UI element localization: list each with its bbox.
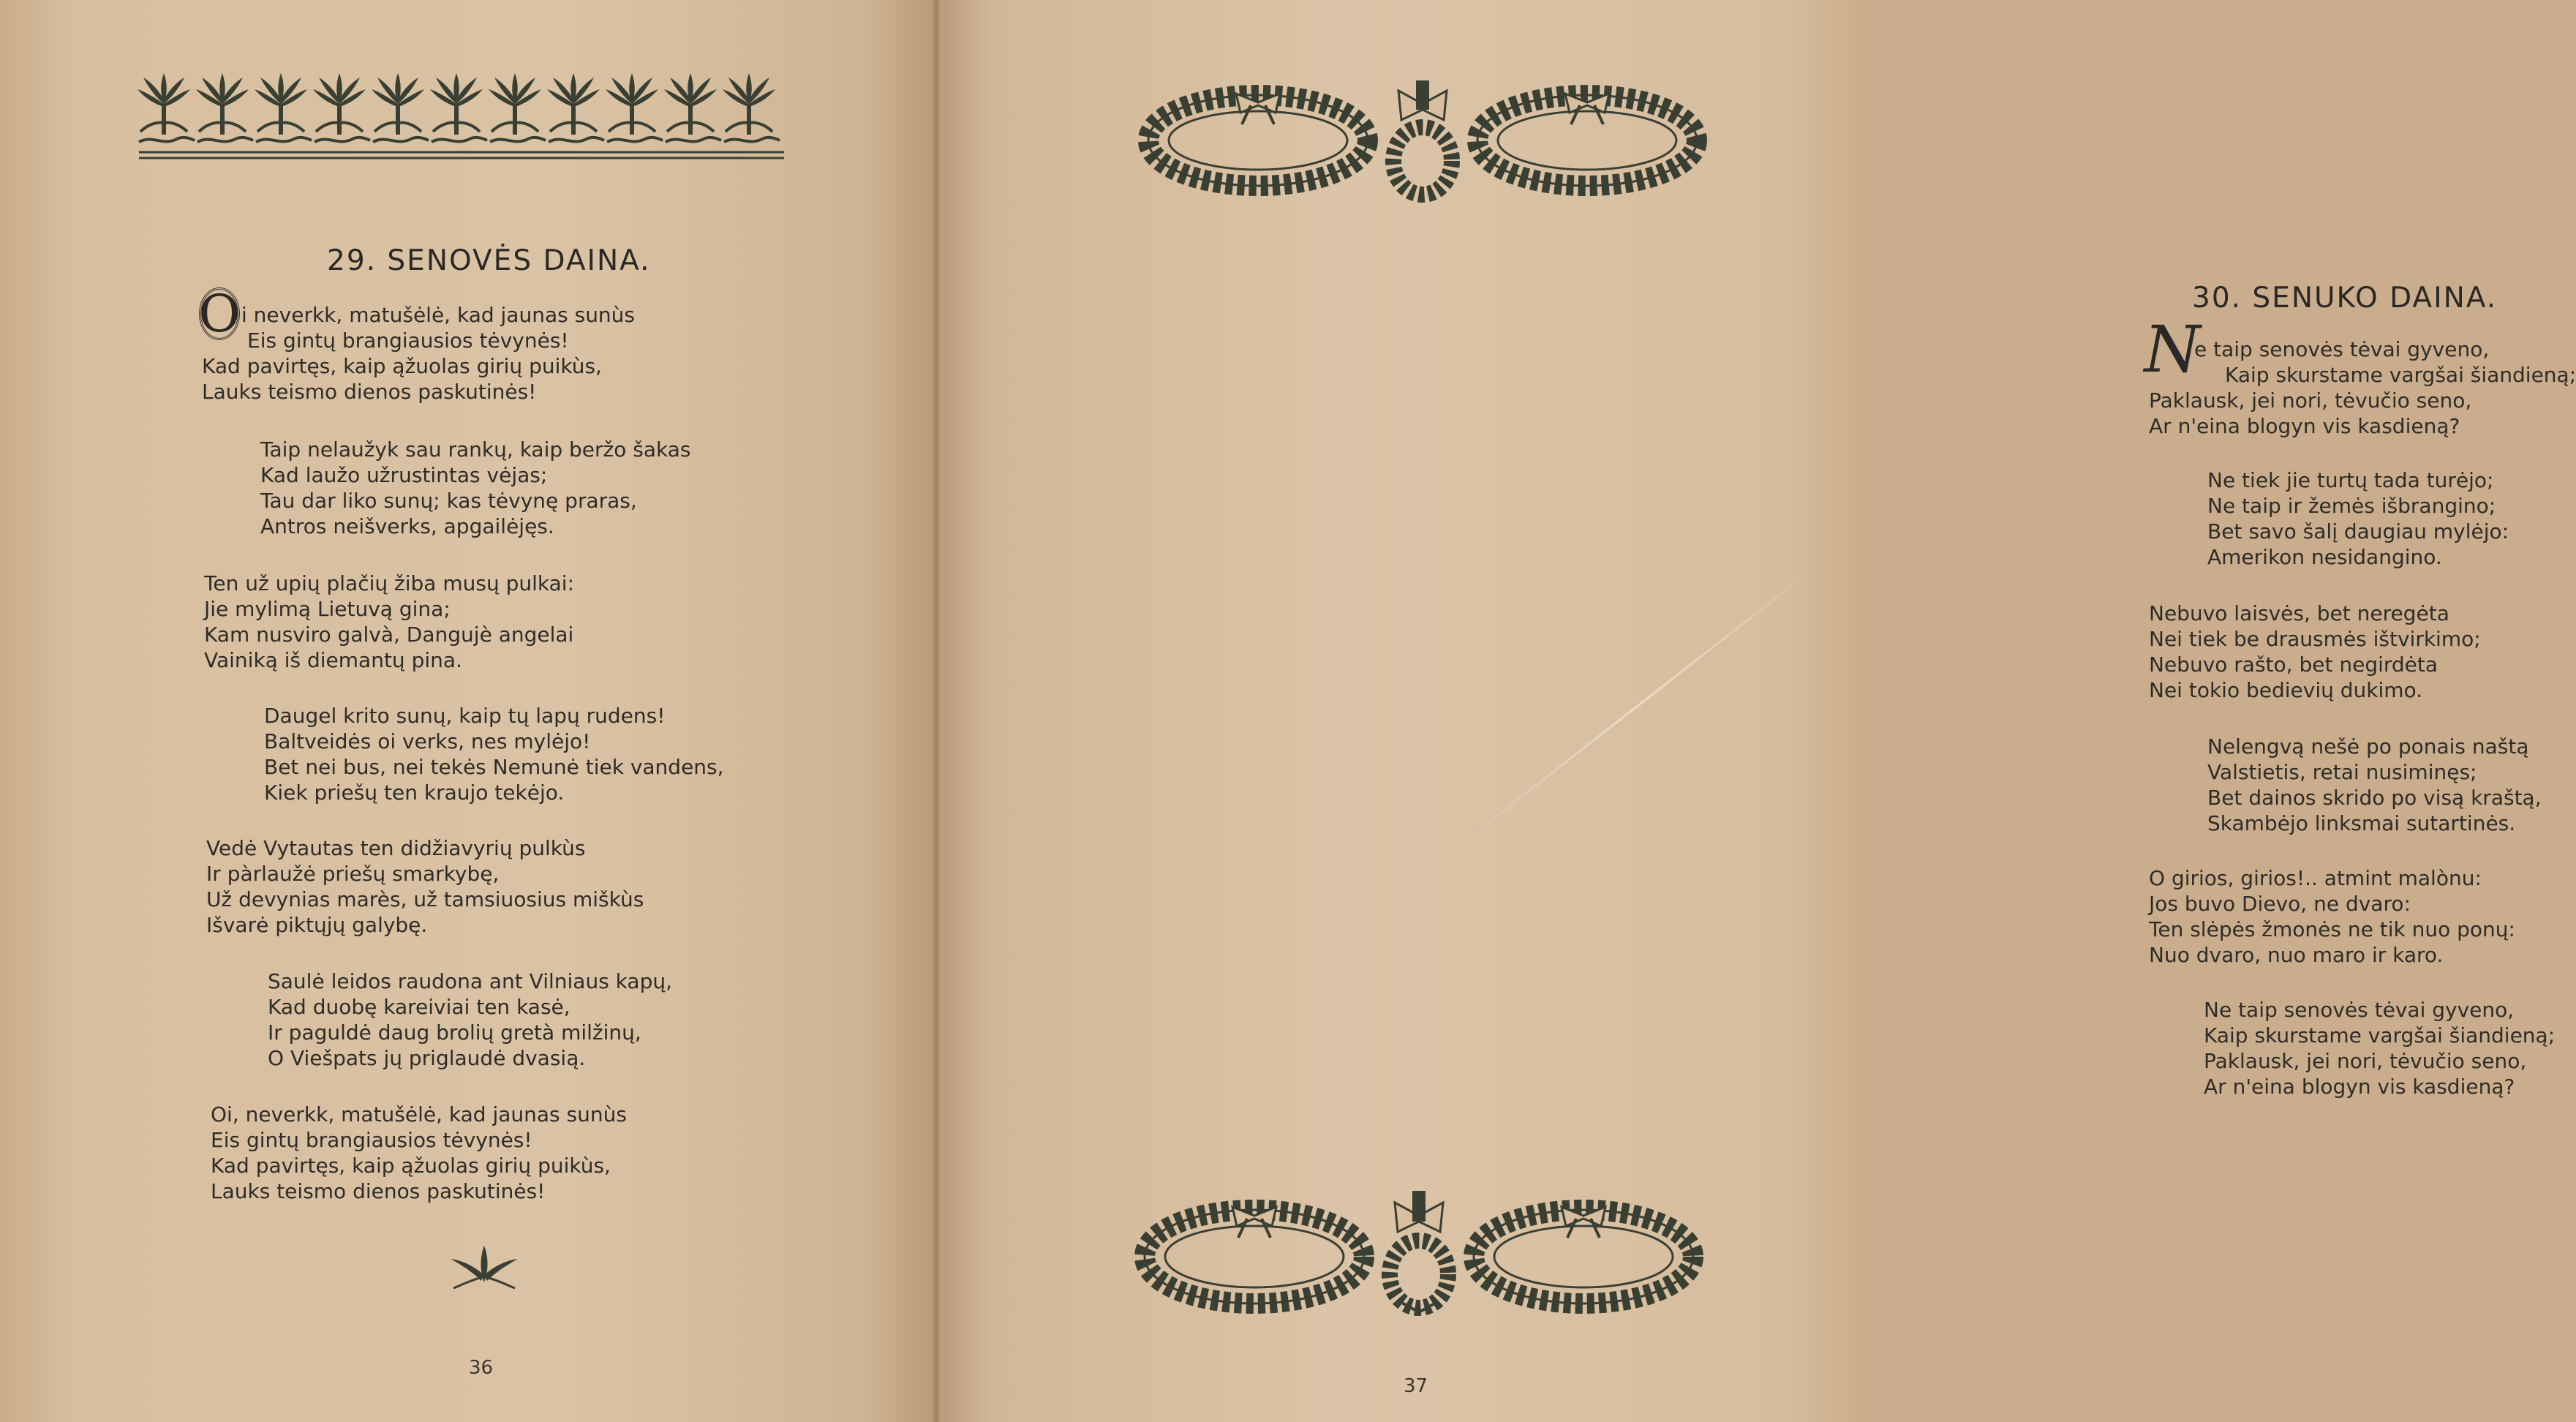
poem-line: Kam nusviro galvà, Dangujè angelai: [204, 622, 574, 647]
poem-line: i neverkk, matušėlė, kad jaunas sunùs: [241, 303, 636, 327]
poem-line: Saulė leidos raudona ant Vilniaus kapų,: [268, 969, 672, 993]
poem-stanza-7: [211, 1102, 627, 1204]
poem-stanza-1-cont: [2149, 388, 2471, 439]
poem-line: Vainiką iš diemantų pina.: [204, 648, 462, 672]
poem-line: Jos buvo Dievo, ne dvaro:: [2149, 892, 2411, 916]
poem-line: Ne taip senovės tėvai gyveno,: [2204, 998, 2515, 1022]
wreath-footer-ornament: [1137, 1185, 1701, 1317]
poem-line: O girios, girios!.. atmint malònu:: [2149, 866, 2482, 890]
poem-line: Ten slėpės žmonės ne tik nuo ponų:: [2149, 917, 2515, 941]
poem-stanza-4: [2207, 734, 2542, 836]
poem-line: Ir paguldė daug brolių gretà milžinų,: [268, 1020, 641, 1045]
poem-stanza-2: [260, 437, 690, 539]
poem-line: Ar n'eina blogyn vis kasdieną?: [2149, 414, 2460, 438]
poem-line: Kaip skurstame vargšai šiandieną;: [2204, 1023, 2556, 1047]
poem-line: Eis gintų brangiausios tėvynės!: [247, 328, 569, 353]
poem-line: Valstietis, retai nusiminęs;: [2207, 760, 2477, 784]
poem-line: Bet savo šalį daugiau mylėjo:: [2207, 519, 2509, 543]
poem-line: Nelengvą nešė po ponais naštą: [2207, 734, 2529, 759]
poem-line: Kad pavirtęs, kaip ąžuolas girių puikùs,: [211, 1154, 611, 1178]
poem-line: Tau dar liko sunų; kas tėvynę praras,: [260, 489, 637, 513]
poem-line: Kiek priešų ten kraujo tekėjo.: [264, 780, 565, 805]
poem-line: O Viešpats jų priglaudė dvasią.: [268, 1046, 586, 1070]
poem-line: Bet dainos skrido po visą kraštą,: [2207, 786, 2542, 810]
poem-line: Oi, neverkk, matušėlė, kad jaunas sunùs: [211, 1102, 627, 1126]
right-page: [936, 0, 2576, 1422]
poem-line: Nei tokio bedievių dukimo.: [2149, 678, 2423, 702]
poem-stanza-1: [241, 302, 635, 353]
poem-line: Ir pàrlaužė priešų smarkybę,: [206, 862, 500, 886]
tailpiece-ornament: [448, 1241, 521, 1290]
poem-line: Kad pavirtęs, kaip ąžuolas girių puikùs,: [202, 354, 602, 378]
drop-cap-initial: O: [198, 284, 241, 344]
poem-stanza-6: [2204, 997, 2555, 1099]
page-number: 36: [469, 1357, 494, 1379]
poem-line: Nei tiek be drausmės ištvirkimo;: [2149, 627, 2481, 651]
poem-line: Lauks teismo dienos paskutinės!: [211, 1179, 546, 1203]
page-number: 37: [1404, 1375, 1428, 1397]
poem-line: Ten už upių plačių žiba musų pulkai:: [204, 571, 574, 595]
poem-line: Paklausk, jei nori, tėvučio seno,: [2149, 388, 2472, 413]
poem-line: Eis gintų brangiausios tėvynės!: [211, 1128, 532, 1152]
poem-line: Kaip skurstame vargšai šiandieną;: [2225, 363, 2576, 387]
poem-line: Kad laužo užrustintas vėjas;: [260, 463, 548, 487]
poem-stanza-6: [268, 968, 672, 1071]
poem-stanza-3: [204, 571, 574, 673]
left-page: [0, 0, 936, 1422]
poem-line: Nuo dvaro, nuo maro ir karo.: [2149, 943, 2444, 967]
poem-line: Vedė Vytautas ten didžiavyrių pulkùs: [206, 836, 586, 860]
poem-title: 30. SENUKO DAINA.: [2192, 282, 2498, 315]
poem-stanza-1-cont: [202, 353, 602, 405]
poem-line: Bet nei bus, nei tekės Nemunė tiek vandens,: [264, 755, 724, 779]
poem-line: Baltveidės oi verks, nes mylėjo!: [264, 729, 591, 753]
poem-line: Ne taip ir žemės išbrangino;: [2207, 494, 2496, 518]
poem-line: Nebuvo laisvės, bet neregėta: [2149, 601, 2449, 625]
poem-stanza-4: [264, 703, 724, 805]
drop-cap-initial: N: [2144, 312, 2201, 387]
poem-line: Išvarė piktųjų galybę.: [206, 913, 428, 937]
poem-line: Jie mylimą Lietuvą gina;: [204, 597, 451, 621]
poem-stanza-5: [206, 835, 644, 938]
poem-line: Daugel krito sunų, kaip tų lapų rudens!: [264, 704, 666, 728]
wreath-header-ornament: [1141, 76, 1704, 200]
poem-line: Ne tiek jie turtų tada turėjo;: [2207, 468, 2494, 492]
poem-title: 29. SENOVĖS DAINA.: [327, 244, 651, 277]
poem-line: Kad duobę kareiviai ten kasė,: [268, 995, 570, 1019]
fleuron-header-ornament: [136, 67, 787, 165]
poem-line: Ar n'eina blogyn vis kasdieną?: [2204, 1075, 2515, 1099]
poem-line: e taip senovės tėvai gyveno,: [2194, 337, 2490, 361]
poem-stanza-5: [2149, 865, 2515, 968]
poem-line: Amerikon nesidangino.: [2207, 545, 2442, 569]
poem-line: Antros neišverks, apgailėjęs.: [260, 514, 554, 538]
poem-stanza-3: [2149, 601, 2481, 703]
poem-line: Lauks teismo dienos paskutinės!: [202, 380, 537, 404]
poem-stanza-1: [2194, 336, 2576, 388]
poem-line: Už devynias marès, už tamsiuosius miškùs: [206, 887, 644, 911]
poem-line: Paklausk, jei nori, tėvučio seno,: [2204, 1049, 2527, 1073]
poem-line: Skambėjo linksmai sutartinės.: [2207, 811, 2516, 835]
book-gutter: [932, 0, 941, 1422]
poem-stanza-2: [2207, 467, 2509, 570]
poem-line: Taip nelaužyk sau rankų, kaip beržo šakas: [260, 437, 691, 462]
poem-line: Nebuvo rašto, bet negirdėta: [2149, 652, 2438, 677]
